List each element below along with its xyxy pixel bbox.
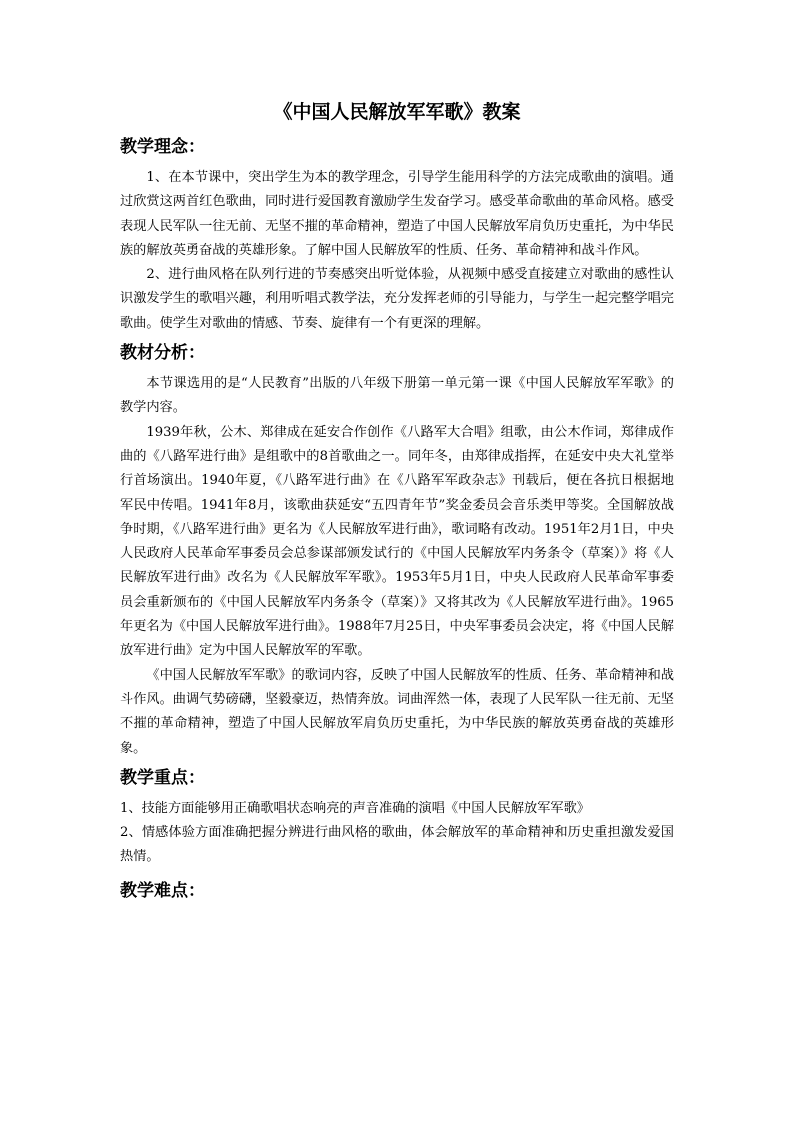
section-key-points — [120, 765, 674, 870]
section-heading: 教学重点： — [120, 767, 205, 788]
paragraph: 2、进行曲风格在队列行进的节奏感突出听觉体验，从视频中感受直接建立对歌曲的感性认识激发学生的歌唱兴趣，利用听唱式教学法，充分发挥老师的引导能力，与学生一起完整学唱完歌曲。使学生对歌曲的情感、节奏、旋律有一个有更深的理解。 — [120, 267, 674, 331]
paragraph: 1939年秋，公木、郑律成在延安合作创作《八路军大合唱》组歌，由公木作词，郑律成作曲的《八路军进行曲》是组歌中的8首歌曲之一。同年冬，由郑律成指挥，在延安中央大礼堂举行首场演出。1940年夏，《八路军进行曲》在《八路军军政杂志》刊载后，便在各抗日根据地军民中传唱。1941年8月，该歌曲获延安“五四青年节”奖金委员会音乐类甲等奖。全国解放战争时期，《八路军进行曲》更名为《人民解放军进行曲》，歌词略有改动。1951年2月1日，中央人民政府人民革命军事委员会总参谋部颁发试行的《中国人民解放军内务条令（草案）》将《人民解放军进行曲》改名为《人民解放军军歌》。1953年5月1日，中央人民政府人民革命军事委员会重新颁布的《中国人民解放军内务条令（草案）》又将其改为《人民解放军进行曲》。1965年更名为《中国人民解放军进行曲》。1988年7月25日，中央军事委员会决定，将《中国人民解放军进行曲》定为中国人民解放军的军歌。 — [120, 424, 674, 659]
document-title: 《中国人民解放军军歌》教案 — [273, 101, 521, 123]
paragraph: 2、情感体验方面准确把握分辨进行曲风格的歌曲，体会解放军的革命精神和历史重担激发爱国热情。 — [120, 825, 674, 865]
paragraph: 本节课选用的是“人民教育”出版的八年级下册第一单元第一课《中国人民解放军军歌》的教学内容。 — [120, 376, 674, 416]
paragraph: 1、技能方面能够用正确歌唱状态响亮的声音准确的演唱《中国人民解放军军歌》 — [120, 800, 590, 816]
paragraph: 1、在本节课中，突出学生为本的教学理念，引导学生能用科学的方法完成歌曲的演唱。通过欣赏这两首红色歌曲，同时进行爱国教育激励学生发奋学习。感受革命歌曲的革命风格。感受表现人民军队一往无前、无坚不摧的革命精神，塑造了中国人民解放军肩负历史重托，为中华民族的解放英勇奋战的英雄形象。了解中国人民解放军的性质、任务、革命精神和战斗作风。 — [120, 170, 674, 258]
section-heading: 教材分析： — [120, 343, 205, 364]
section-material-analysis — [120, 340, 674, 761]
section-heading: 教学难点： — [120, 880, 205, 901]
paragraph: 《中国人民解放军军歌》的歌词内容，反映了中国人民解放军的性质、任务、革命精神和战斗作风。曲调气势磅礴，坚毅豪迈，热情奔放。词曲浑然一体，表现了人民军队一往无前、无坚不摧的革命精神，塑造了中国人民解放军肩负历史重托，为中华民族的解放英勇奋战的英雄形象。 — [120, 667, 674, 756]
section-difficult-points — [120, 878, 674, 904]
section-heading: 教学理念： — [120, 137, 205, 157]
section-teaching-philosophy — [120, 134, 674, 336]
